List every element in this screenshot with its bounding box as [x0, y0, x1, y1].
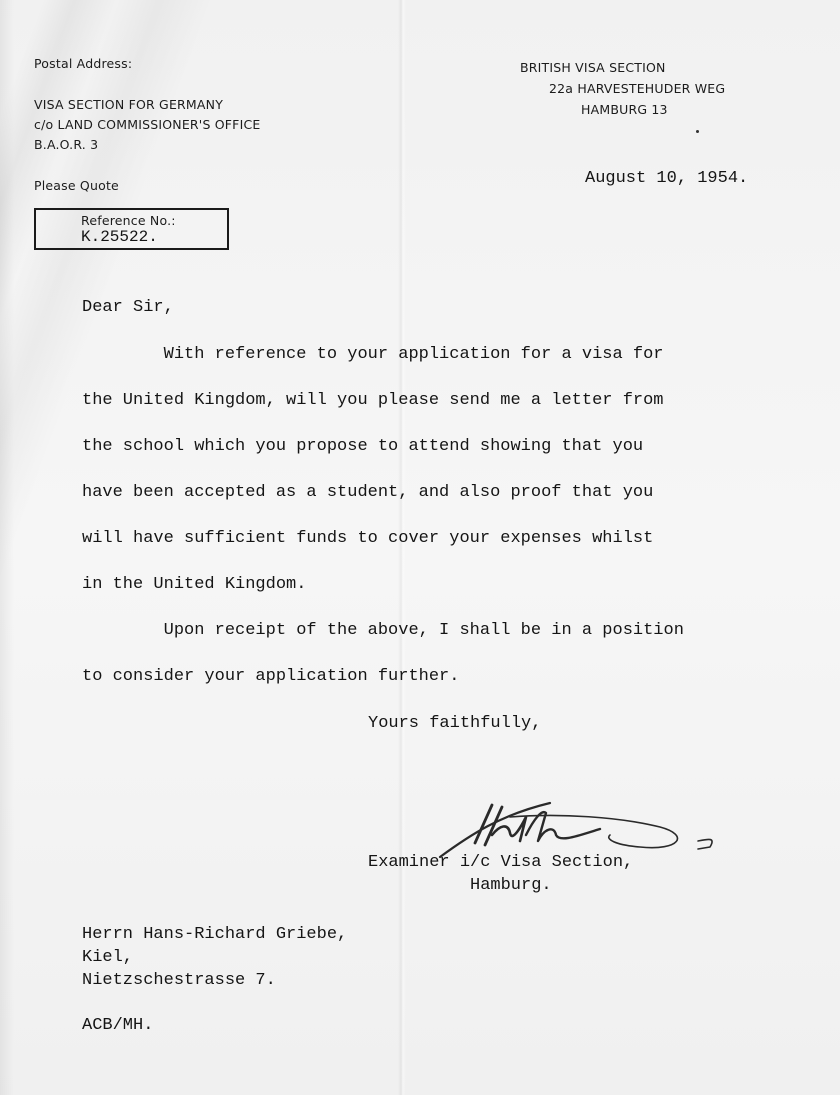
body-line-4: have been accepted as a student, and also proof that you — [82, 483, 654, 502]
letter-date: August 10, 1954. — [585, 169, 749, 188]
salutation: Dear Sir, — [82, 298, 174, 317]
signatory-location: Hamburg. — [470, 876, 552, 895]
body-line-2: the United Kingdom, will you please send me a letter from — [82, 391, 664, 410]
body-line-6: in the United Kingdom. — [82, 575, 307, 594]
typist-reference: ACB/MH. — [82, 1016, 154, 1035]
recipient-street: Nietzschestrasse 7. — [82, 971, 276, 990]
postal-address-line-3: B.A.O.R. 3 — [34, 137, 99, 152]
body-line-7: Upon receipt of the above, I shall be in a position — [82, 621, 684, 640]
please-quote-label: Please Quote — [34, 178, 119, 193]
body-line-8: to consider your application further. — [82, 667, 460, 686]
office-line-2: 22a HARVESTEHUDER WEG — [549, 81, 726, 96]
postal-address-label: Postal Address: — [34, 56, 133, 71]
body-line-3: the school which you propose to attend showing that you — [82, 437, 644, 456]
recipient-name: Herrn Hans-Richard Griebe, — [82, 925, 348, 944]
postal-address-line-1: VISA SECTION FOR GERMANY — [34, 97, 224, 112]
recipient-city: Kiel, — [82, 948, 134, 967]
office-line-1: BRITISH VISA SECTION — [520, 60, 666, 75]
reference-box — [34, 208, 229, 250]
office-line-3: HAMBURG 13 — [581, 102, 668, 117]
body-line-1: With reference to your application for a visa for — [82, 345, 664, 364]
reference-label: Reference No.: — [81, 213, 176, 228]
reference-value: K.25522. — [81, 228, 158, 246]
signatory-title: Examiner i/c Visa Section, — [368, 853, 634, 872]
ink-dot — [696, 130, 699, 133]
body-line-5: will have sufficient funds to cover your expenses whilst — [82, 529, 654, 548]
postal-address-line-2: c/o LAND COMMISSIONER'S OFFICE — [34, 117, 261, 132]
closing: Yours faithfully, — [368, 714, 542, 733]
